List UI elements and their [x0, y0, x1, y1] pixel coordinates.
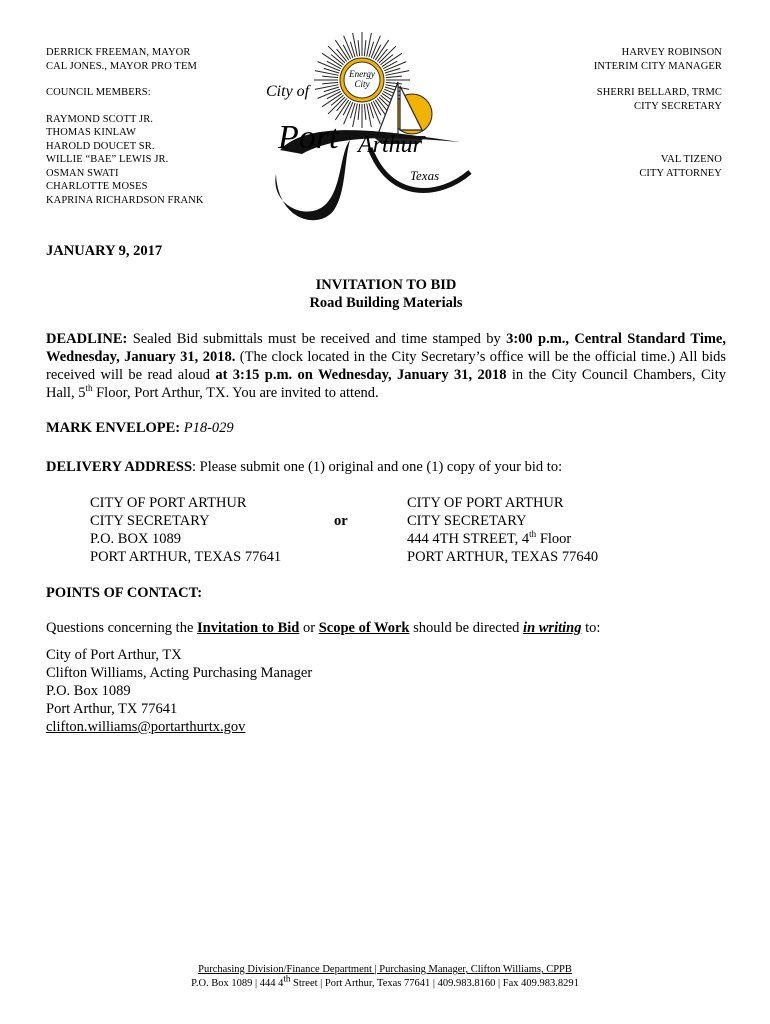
- footer-department: Purchasing Division/Finance Department | Purchasing Manager, Clifton Williams, CPPB: [198, 964, 572, 975]
- council-member: HAROLD DOUCET SR.: [46, 140, 155, 152]
- deadline-text: in the City Council Chambers, City Hall, 5: [46, 367, 726, 401]
- address-line: P.O. BOX 1089: [90, 531, 182, 547]
- letter-date: JANUARY 9, 2017: [46, 243, 163, 259]
- ordinal-suffix: th: [85, 383, 93, 394]
- sun-ray: [379, 46, 396, 63]
- deadline-time: 3:00 p.m., Central Standard Time, Wednesday, January 31, 2018.: [46, 331, 726, 365]
- logo-city-text: City: [354, 79, 370, 89]
- deadline-text: (The clock located in the City Secretary’s office will be the official time.) All bids received will be read aloud: [46, 349, 726, 383]
- footer-address: P.O. Box 1089 | 444 4th Street | Port Arthur, Texas 77641 | 409.983.8160 | Fax 409.983.8291: [191, 973, 579, 989]
- address-line: CITY SECRETARY: [407, 513, 527, 529]
- in-writing-emphasis: in writing: [523, 620, 582, 636]
- council-member: THOMAS KINLAW: [46, 127, 136, 138]
- secretary-name: SHERRI BELLARD, TRMC: [596, 87, 722, 98]
- mark-envelope-value: P18-029: [183, 420, 234, 436]
- deadline-label: DEADLINE:: [46, 331, 128, 347]
- deadline-paragraph: [46, 330, 726, 402]
- document-title: INVITATION TO BID: [315, 277, 457, 293]
- sun-ray: [328, 97, 345, 114]
- sun-ray: [386, 82, 402, 84]
- mark-envelope-label: MARK ENVELOPE:: [46, 420, 181, 436]
- council-member: KAPRINA RICHARDSON FRANK: [46, 194, 204, 206]
- city-logo: [250, 22, 500, 234]
- mark-envelope: [46, 419, 726, 437]
- logo-energy-text: Energy: [349, 69, 375, 79]
- contact-question: Questions concerning the Invitation to Bid or Scope of Work should be directed in writing to:: [46, 620, 601, 636]
- address-line: PORT ARTHUR, TEXAS 77641: [90, 549, 282, 565]
- council-member: OSMAN SWATI: [46, 167, 119, 179]
- address-line: 444 4TH STREET, 4th Floor: [407, 529, 572, 547]
- logo-port-text: Port: [278, 119, 339, 156]
- attorney-name: VAL TIZENO: [660, 154, 722, 165]
- contact-line: P.O. Box 1089: [46, 683, 131, 699]
- logo-texas-text: Texas: [410, 168, 440, 183]
- manager-name: HARVEY ROBINSON: [621, 47, 722, 58]
- address-or: or: [334, 513, 348, 529]
- contact-heading: POINTS OF CONTACT:: [46, 585, 203, 601]
- address-street: [407, 494, 598, 566]
- sun-ray: [328, 46, 345, 63]
- delivery-label: DELIVERY ADDRESS: [46, 459, 193, 475]
- logo-arthur-text: Arthur: [358, 132, 423, 158]
- header-right: [482, 46, 722, 180]
- sun-ray: [364, 104, 366, 120]
- sun-ray: [322, 82, 338, 84]
- delivery-text: : Please submit one (1) original and one (1) copy of your bid to:: [192, 459, 563, 475]
- sun-ray: [358, 40, 360, 56]
- deadline-text: Sealed Bid submittals must be received and time stamped by: [127, 331, 507, 347]
- bid-opening-time: at 3:15 p.m. on Wednesday, January 31, 2018: [215, 367, 507, 383]
- contact-line: City of Port Arthur, TX: [46, 647, 182, 663]
- ordinal-suffix: th: [283, 973, 291, 984]
- city-logo-graphic: [250, 22, 500, 234]
- logo-city-of-text: City of: [266, 83, 310, 100]
- sun-ray: [364, 40, 366, 56]
- sun-ray: [322, 76, 338, 78]
- address-line: CITY OF PORT ARTHUR: [90, 495, 247, 511]
- manager-title: INTERIM CITY MANAGER: [593, 60, 722, 72]
- contact-line: Port Arthur, TX 77641: [46, 701, 178, 717]
- council-member: RAYMOND SCOTT JR.: [46, 113, 154, 125]
- contact-email-link[interactable]: clifton.williams@portarthurtx.gov: [46, 719, 246, 735]
- document-subtitle: Road Building Materials: [309, 295, 463, 311]
- council-heading: COUNCIL MEMBERS:: [46, 87, 151, 98]
- ordinal-suffix: th: [529, 529, 537, 540]
- delivery-address: [46, 458, 726, 476]
- header-left: [46, 46, 276, 207]
- secretary-title: CITY SECRETARY: [634, 100, 722, 112]
- sun-ray: [386, 76, 402, 78]
- address-line: CITY SECRETARY: [90, 513, 210, 529]
- sun-ray: [358, 104, 360, 120]
- council-member: CHARLOTTE MOSES: [46, 181, 148, 192]
- deadline-text: Floor, Port Arthur, TX. You are invited to attend.: [92, 385, 379, 401]
- address-line: CITY OF PORT ARTHUR: [407, 495, 564, 511]
- contact-line: Clifton Williams, Acting Purchasing Manager: [46, 665, 313, 681]
- contact-block: [46, 646, 726, 736]
- address-po-box: [90, 494, 281, 566]
- address-line: PORT ARTHUR, TEXAS 77640: [407, 549, 599, 565]
- council-member: WILLIE “BAE” LEWIS JR.: [46, 154, 169, 165]
- sow-link: Scope of Work: [318, 620, 410, 636]
- mayor: DERRICK FREEMAN, MAYOR: [46, 47, 191, 58]
- mayor-pro-tem: CAL JONES., MAYOR PRO TEM: [46, 60, 197, 72]
- itb-link: Invitation to Bid: [197, 620, 300, 636]
- attorney-title: CITY ATTORNEY: [639, 167, 722, 179]
